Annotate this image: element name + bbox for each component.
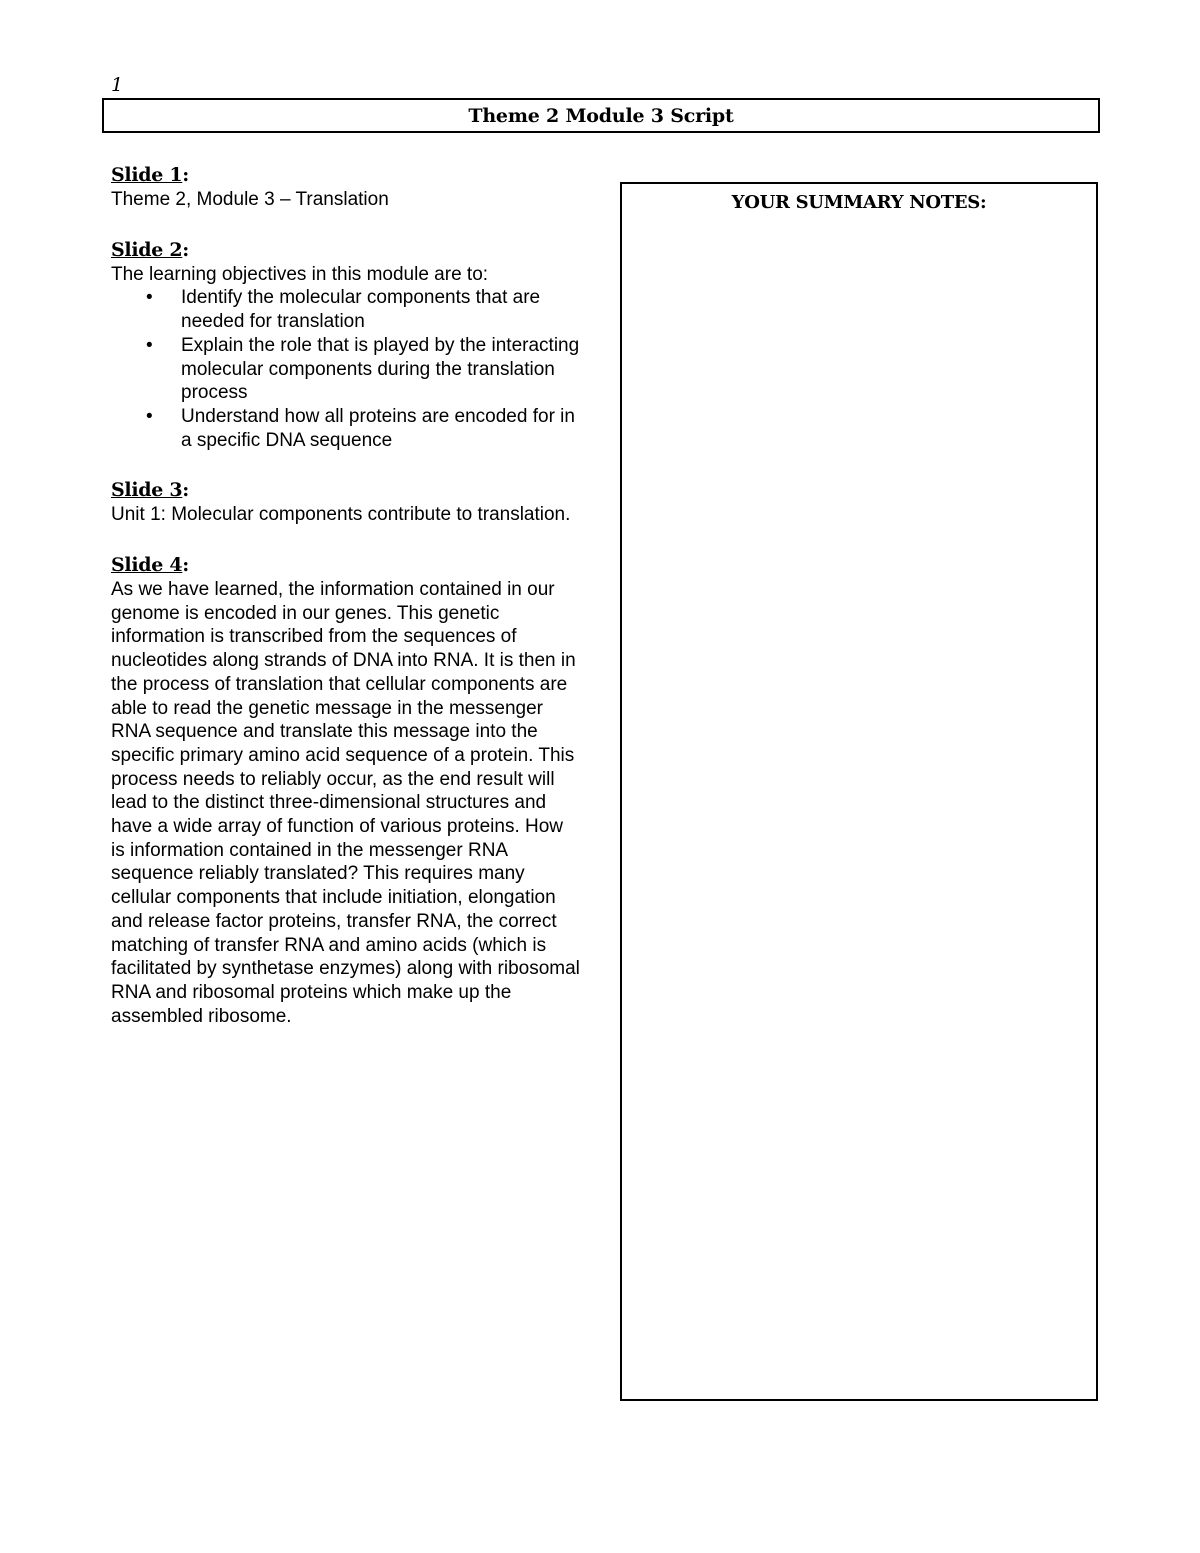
- objective-text: Explain the role that is played by the interacting molecular components during the translation process: [181, 334, 580, 404]
- summary-notes-box[interactable]: [620, 182, 1098, 1401]
- objectives-list: [111, 286, 581, 452]
- slide-3-heading: [111, 477, 581, 503]
- slide-4-text: As we have learned, the information contained in our genome is encoded in our genes. This genetic information is transcribed from the sequences of nucleotides along strands of DNA into RNA. It is then in the process of translation that cellular components are able to read the genetic message in the messenger RNA sequence and translate this message into the specific primary amino acid sequence of a protein. This process needs to reliably occur, as the end result will lead to the distinct three-dimensional structures and have a wide array of function of various proteins. How is information contained in the messenger RNA sequence reliably translated? This requires many cellular components that include initiation, elongation and release factor proteins, transfer RNA, the correct matching of transfer RNA and amino acids (which is facilitated by synthetase enzymes) along with ribosomal RNA and ribosomal proteins which make up the assembled ribosome.: [111, 579, 580, 1027]
- document-title: Theme 2 Module 3 Script: [468, 104, 734, 127]
- bullet-icon: •: [146, 334, 153, 356]
- slide-4-section: [111, 552, 581, 1028]
- slide-4-heading-label: Slide 4: [111, 554, 183, 577]
- slide-1-heading-label: Slide 1: [111, 164, 183, 186]
- list-item: [111, 405, 581, 452]
- slide-4-heading: [111, 552, 581, 578]
- bullet-icon: •: [146, 405, 153, 427]
- bullet-icon: •: [146, 287, 153, 309]
- title-box: [102, 98, 1100, 133]
- slide-3-section: [111, 477, 581, 527]
- slide-1-heading: [111, 162, 581, 188]
- summary-notes-title: YOUR SUMMARY NOTES:: [731, 192, 987, 213]
- script-column: [111, 162, 581, 1053]
- objective-text: Understand how all proteins are encoded for in a specific DNA sequence: [181, 405, 575, 451]
- slide-1-text: Theme 2, Module 3 – Translation: [111, 189, 389, 210]
- slide-3-heading-colon: :: [182, 479, 189, 502]
- slide-2-heading-colon: :: [182, 238, 189, 261]
- page-number: 1: [111, 74, 124, 96]
- slide-4-heading-colon: :: [182, 554, 189, 577]
- objective-text: Identify the molecular components that are needed for translation: [181, 287, 541, 333]
- list-item: [111, 334, 581, 405]
- slide-2-text: The learning objectives in this module are to:: [111, 263, 489, 285]
- slide-3-heading-label: Slide 3: [111, 479, 183, 502]
- slide-1-heading-colon: :: [182, 164, 189, 186]
- slide-3-text: Unit 1: Molecular components contribute to translation.: [111, 504, 571, 526]
- slide-1-section: [111, 162, 581, 212]
- list-item: [111, 286, 581, 333]
- slide-2-section: [111, 237, 581, 453]
- slide-2-heading-label: Slide 2: [111, 238, 183, 261]
- slide-2-heading: [111, 237, 581, 263]
